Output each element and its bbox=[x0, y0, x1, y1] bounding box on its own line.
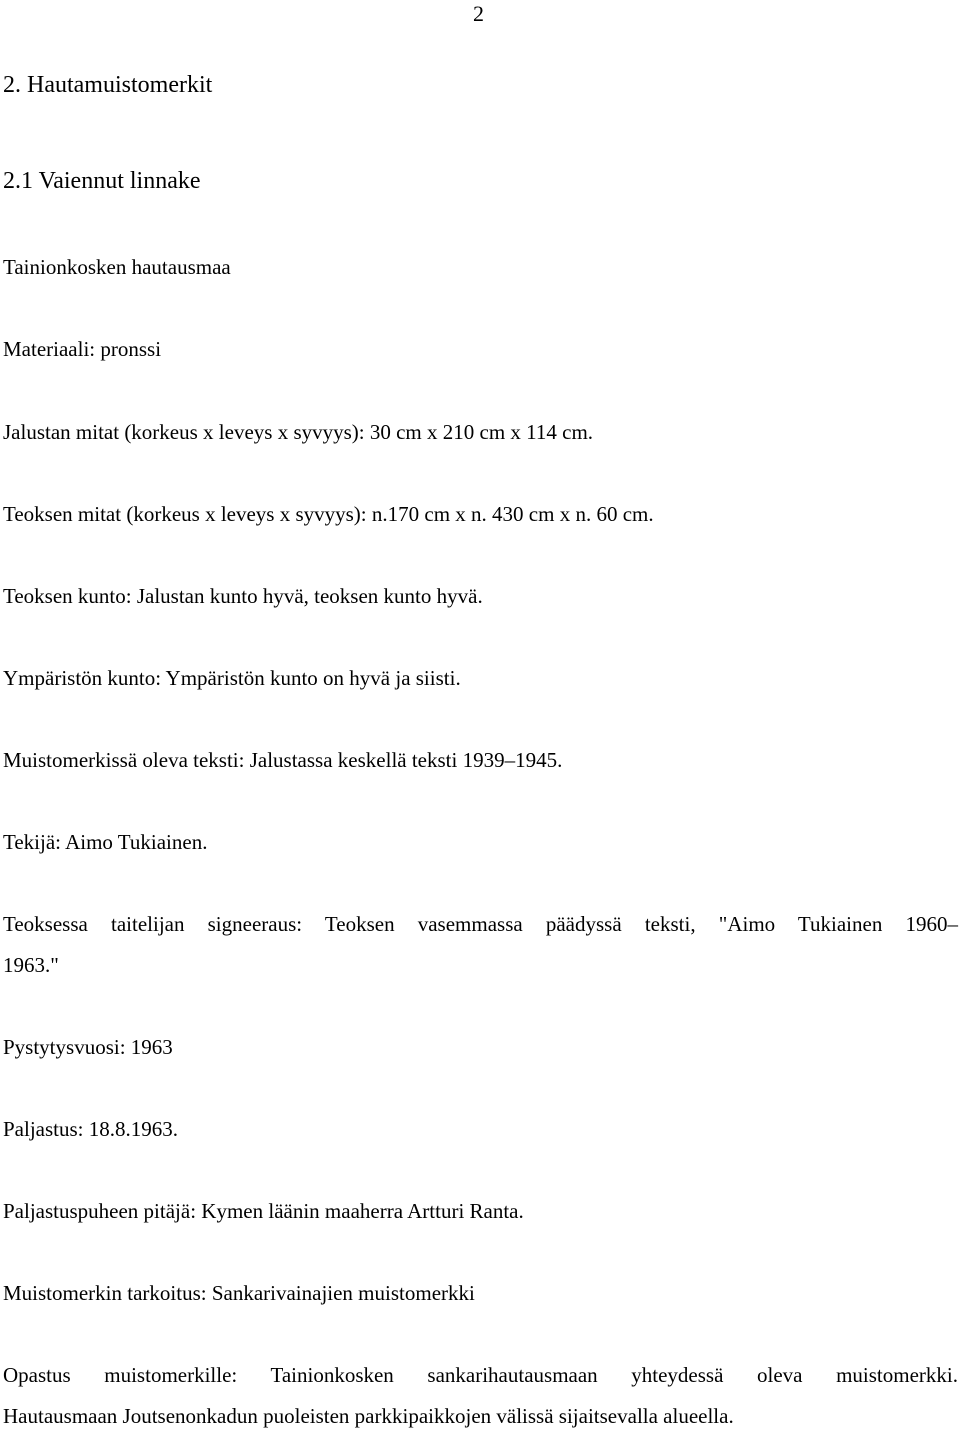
inscription-line: Muistomerkissä oleva teksti: Jalustassa keskellä teksti 1939–1945. bbox=[3, 748, 563, 772]
purpose-line: Muistomerkin tarkoitus: Sankarivainajien muistomerkki bbox=[3, 1281, 475, 1305]
unveiled-line: Paljastus: 18.8.1963. bbox=[3, 1117, 179, 1141]
signature-line-1: Teoksessa taitelijan signeeraus: Teoksen vasemmassa päädyssä teksti, "Aimo Tukiainen 1960– bbox=[3, 912, 958, 936]
section-heading: 2. Hautamuistomerkit bbox=[3, 72, 213, 98]
signature-line-2: 1963." bbox=[3, 953, 59, 977]
subsection-heading: 2.1 Vaiennut linnake bbox=[3, 168, 201, 194]
material-line: Materiaali: pronssi bbox=[3, 337, 162, 361]
location-line: Tainionkosken hautausmaa bbox=[3, 255, 231, 279]
speaker-line: Paljastuspuheen pitäjä: Kymen läänin maaherra Artturi Ranta. bbox=[3, 1199, 524, 1223]
directions-line-1: Opastus muistomerkille: Tainionkosken sankarihautausmaan yhteydessä oleva muistomerkki. bbox=[3, 1363, 958, 1387]
base-dimensions-line: Jalustan mitat (korkeus x leveys x syvyys): 30 cm x 210 cm x 114 cm. bbox=[3, 420, 594, 444]
surroundings-line: Ympäristön kunto: Ympäristön kunto on hyvä ja siisti. bbox=[3, 666, 461, 690]
directions-line-2: Hautausmaan Joutsenonkadun puoleisten parkkipaikkojen välissä sijaitsevalla alueella. bbox=[3, 1404, 734, 1428]
erected-line: Pystytysvuosi: 1963 bbox=[3, 1035, 173, 1059]
page-number: 2 bbox=[473, 1, 484, 26]
condition-line: Teoksen kunto: Jalustan kunto hyvä, teoksen kunto hyvä. bbox=[3, 584, 483, 608]
work-dimensions-line: Teoksen mitat (korkeus x leveys x syvyys): n.170 cm x n. 430 cm x n. 60 cm. bbox=[3, 502, 654, 526]
artist-line: Tekijä: Aimo Tukiainen. bbox=[3, 830, 208, 854]
